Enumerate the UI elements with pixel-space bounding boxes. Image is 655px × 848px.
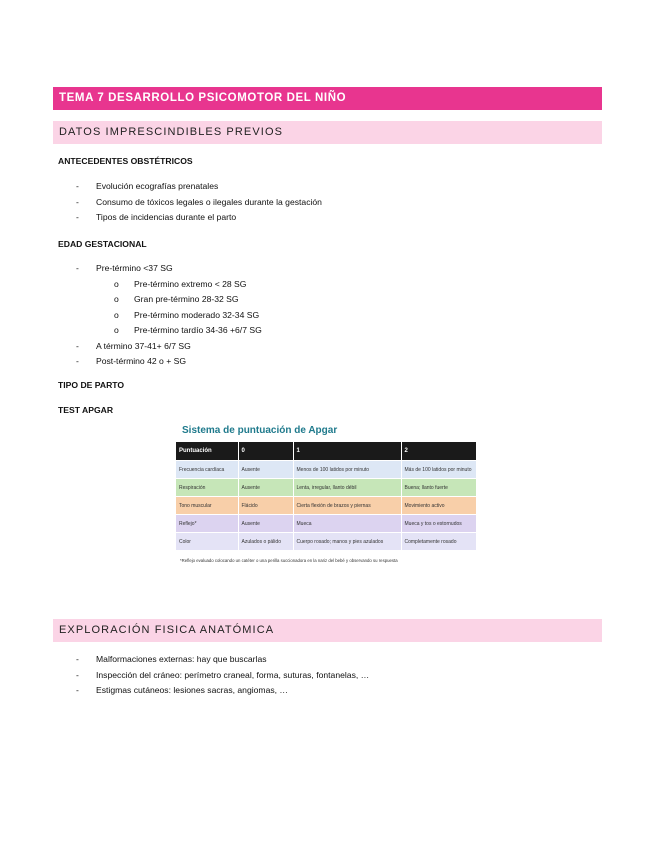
circle-marker: o xyxy=(114,294,119,304)
dash-marker: - xyxy=(76,669,79,680)
section-header-datos: DATOS IMPRESCINDIBLES PREVIOS xyxy=(53,121,602,144)
circle-marker: o xyxy=(114,278,119,289)
heading-antecedentes: ANTECEDENTES OBSTÉTRICOS xyxy=(58,156,193,166)
list-item: - Malformaciones externas: hay que buscarlas xyxy=(76,652,369,668)
list-item: - A término 37-41+ 6/7 SG xyxy=(76,339,262,355)
column-header: 0 xyxy=(238,442,293,461)
list-item: - Tipos de incidencias durante el parto xyxy=(76,210,322,226)
sub-list-item: o Pre-término extremo < 28 SG xyxy=(114,277,262,293)
table-row: Reflejo* Ausente Mueca Mueca y tos o estornudos xyxy=(176,515,476,533)
list-item: - Evolución ecografías prenatales xyxy=(76,179,322,195)
list-item: - Consumo de tóxicos legales o ilegales durante la gestación xyxy=(76,195,322,211)
table-header-row xyxy=(176,442,476,461)
column-header: 2 xyxy=(401,442,476,461)
dash-marker: - xyxy=(76,340,79,351)
circle-marker: o xyxy=(114,309,119,320)
page-title: TEMA 7 DESARROLLO PSICOMOTOR DEL NIÑO xyxy=(53,87,602,110)
heading-tipo-parto: TIPO DE PARTO xyxy=(58,380,125,390)
circle-marker: o xyxy=(114,325,119,335)
column-header: 1 xyxy=(293,442,401,461)
table-row: Frecuencia cardíaca Ausente Menos de 100 latidos por minuto Más de 100 latidos por minuto xyxy=(176,461,476,479)
column-header: Puntuación xyxy=(176,442,238,461)
table-row: Color Azulados o pálido Cuerpo rosado; manos y pies azulados Completamente rosado xyxy=(176,533,476,551)
list-antecedentes xyxy=(76,179,322,226)
table-row: Respiración Ausente Lenta, irregular, llanto débil Buena; llanto fuerte xyxy=(176,479,476,497)
sub-list-item: o Pre-término moderado 32-34 SG xyxy=(114,308,262,324)
list-item: - Inspección del cráneo: perímetro craneal, forma, suturas, fontanelas, … xyxy=(76,668,369,684)
dash-marker: - xyxy=(76,212,79,222)
heading-test-apgar: TEST APGAR xyxy=(58,405,114,415)
section-header-exploracion: EXPLORACIÓN FISICA ANATÓMICA xyxy=(53,619,602,642)
list-exploracion xyxy=(76,652,369,699)
apgar-table xyxy=(176,442,477,551)
dash-marker: - xyxy=(76,196,79,207)
dash-marker: - xyxy=(76,685,79,695)
dash-marker: - xyxy=(76,356,79,366)
apgar-footnote: *Reflejo evaluado colocando un catéter o una perilla succionadora en la nariz del bebé y observando su respuesta xyxy=(180,558,398,563)
table-row: Tono muscular Flácido Cierta flexión de brazos y piernas Movimiento activo xyxy=(176,497,476,515)
dash-marker: - xyxy=(76,181,79,191)
dash-marker: - xyxy=(76,263,79,273)
apgar-table-image xyxy=(176,420,476,570)
sub-list-item: o Pre-término tardío 34-36 +6/7 SG xyxy=(114,323,262,339)
list-item: - Estigmas cutáneos: lesiones sacras, angiomas, … xyxy=(76,683,369,699)
list-item: - Post-término 42 o + SG xyxy=(76,354,262,370)
heading-edad-gestacional: EDAD GESTACIONAL xyxy=(58,239,147,249)
dash-marker: - xyxy=(76,654,79,664)
sub-list-item: o Gran pre-término 28-32 SG xyxy=(114,292,262,308)
list-edad-gestacional xyxy=(76,261,262,370)
apgar-title: Sistema de puntuación de Apgar xyxy=(182,425,338,436)
list-item: - Pre-término <37 SG xyxy=(76,261,262,277)
